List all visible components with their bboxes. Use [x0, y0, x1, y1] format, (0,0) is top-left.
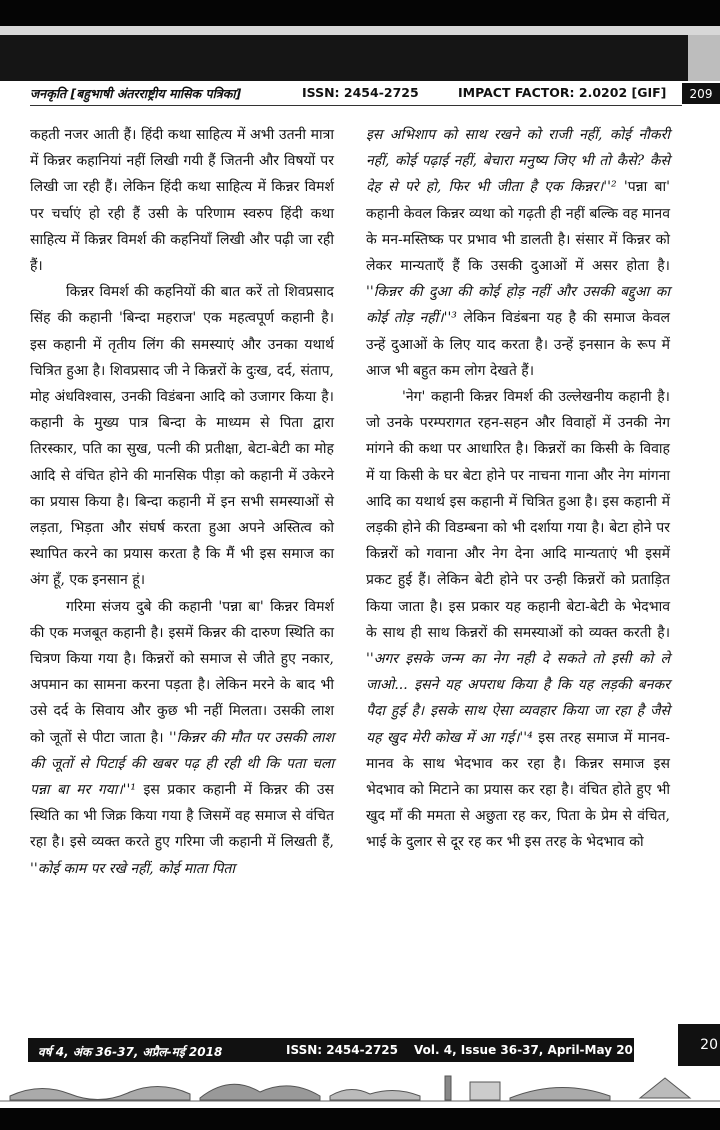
- header-dark-band: [0, 35, 688, 81]
- right-p2-text2: इस तरह समाज में मानव-मानव के साथ भेदभाव कर रहा है। किन्नर समाज इस भेदभाव को मिटाने का प्रयास कर रहा है। वंचित होते हुए भी खुद माँ की ममता से अछुता रह कर, पिता के प्रेम से वंचित, भाई के दुलार से दूर रह कर भी इस तरह के भेदभाव को: [366, 729, 670, 851]
- footer-bar: [28, 1038, 650, 1062]
- header-impact-factor: IMPACT FACTOR: 2.0202 [GIF]: [458, 85, 667, 100]
- left-p3-text: गरिमा संजय दुबे की कहानी 'पन्ना बा' किन्नर विमर्श की एक मजबूत कहानी है। इसमें किन्नर की दारुण स्थिति का चित्रण किया गया है। किन्नरों को समाज से जीते हुए नकार, अपमान का सामना करना पड़ता है। लेकिन मरने के बाद भी उसे दर्द के सिवाय और कुछ भी नहीं मिलता। उसकी लाश को जूतों से पीटा जाता है।: [30, 598, 334, 746]
- left-p3-quote2: ''कोई काम पर रखे नहीं, कोई माता पिता: [30, 860, 236, 877]
- left-paragraph-2: किन्नर विमर्श की कहनियों की बात करें तो शिवप्रसाद सिंह की कहानी 'बिन्दा महराज' एक महत्वपूर्ण कहानी है। इस कहानी में तृतीय लिंग की समस्याएं और उनका यथार्थ चित्रित हुआ है। शिवप्रसाद जी ने किन्नरों के दुःख, दर्द, संताप, मोह अंधविश्वास, उनकी विडंबना आदि को उजागर किया है। कहानी के मुख्य पात्र बिन्दा के माध्यम से पिता द्वारा तिरस्कार, पति का सुख, पत्नी की प्रतीक्षा, बेटा-बेटी का मोह आदि से वंचित होने की मानसिक पीड़ा को कहानी में उकेरने का प्रयास किया है। बिन्दा कहानी में इन सभी समस्याओं से लड़ता, भिड़ता और संघर्ष करता हुआ अपने अस्तित्व को स्थापित करने का प्रयास करता है कि मैं भी इस समाज का अंग हूँ, एक इनसान हूं।: [30, 284, 334, 589]
- bottom-black-bar: [0, 1108, 720, 1130]
- footer-volume: वर्ष 4, अंक 36-37, अप्रैल-मई 2018: [38, 1045, 223, 1059]
- left-p3-after: इस प्रकार कहानी में किन्नर की उस स्थिति का भी जिक्र किया गया है जिसमें वह समाज से वंचित रहा है। इसे व्यक्त करते हुए गरिमा जी कहानी में लिखती हैं,: [30, 782, 334, 851]
- right-column: [366, 122, 670, 856]
- running-header: [30, 85, 667, 103]
- right-p1-text2: लेकिन विडंबना यह है की समाज केवल उन्हें दुआओं के लिए याद करता है। उन्हें इनसान के रूप में आज भी बहुत कम लोग देखते हैं।: [366, 310, 671, 379]
- header-page-number: 209: [682, 83, 720, 104]
- right-p2-text: 'नेग' कहानी किन्नर विमर्श की उल्लेखनीय कहानी है। जो उनके परम्परागत रहन-सहन और विवाहों में उनकी नेग मांगने की कथा पर आधारित है। किन्नरों का किसी के विवाह में या किसी के घर बेटा होने पर नाचना गाना और नेग मांगना आदि का यथार्थ इस कहानी में चित्रित हुआ है। इस कहानी में लड़की होने की विडम्बना को भी दर्शाया गया है। बेटा होने पर किन्नरों को गवाना और नेग देना आदि मान्यताएं भी इसमें प्रकट हुई हैं। लेकिन बेटी होने पर उन्ही किन्नरों को प्रताड़ित किया जाता है। इस प्रकार यह कहानी बेटा-बेटी के भेदभाव के साथ ही साथ किन्नरों की समस्याओं को व्यक्त करती है।: [366, 389, 670, 641]
- footer-page-number: 20: [678, 1024, 720, 1066]
- header-rule: [30, 105, 682, 106]
- decorative-border-illustration: [0, 1068, 720, 1108]
- right-p1-quote: इस अभिशाप को साथ रखने को राजी नहीं, कोई नौकरी नहीं, कोई पढ़ाई नहीं, बेचारा मनुष्य जिए भी तो कैसे? कैसे देह से परे हो, फिर भी जीता है एक किन्नर।''²: [366, 127, 670, 196]
- top-grey-strip: [0, 26, 720, 35]
- footer-issue: Vol. 4, Issue 36-37, April-May 2018: [414, 1043, 650, 1057]
- footer-issn: ISSN: 2454-2725: [286, 1043, 399, 1057]
- top-black-bar: [0, 0, 720, 26]
- right-p1-text: 'पन्ना बा' कहानी केवल किन्नर व्यथा को गढ़ती ही नहीं बल्कि वह मानव के मन-मस्तिष्क पर प्रभाव भी डालती है। संसार में किन्नर को लेकर मान्यताएँ हैं कि उसकी दुआओं में असर होता है।: [366, 179, 670, 275]
- header-band-shadow: [688, 35, 720, 81]
- left-paragraph-3: [30, 594, 334, 882]
- right-p2-quote: ''अगर इसके जन्म का नेग नही दे सकते तो इसी को ले जाओ... इसने यह अपराध किया है कि यह लड़की बनकर पैदा हुई है। इसके साथ ऐसा व्यवहार किया जा रहा है जैसे यह खुद मेरी कोख में आ गई।''⁴: [366, 651, 670, 746]
- left-paragraph-1: कहती नजर आती हैं। हिंदी कथा साहित्य में अभी उतनी मात्रा में किन्नर कहानियां नहीं लिखी गयी हैं जितनी और विषयों पर लिखी जा रही हैं। लेकिन हिंदी कथा साहित्य में किन्नर विमर्श पर चर्चाएं हो रही हैं उसी के परिणाम स्वरुप हिंदी कथा साहित्य में किन्नर विमर्श की कहनियाँ लिखी और पढ़ी जा रही हैं।: [30, 127, 334, 275]
- left-p3-quote: ''किन्नर की मौत पर उसकी लाश की जूतों से पिटाई की खबर पढ़ ही रही थी कि पता चला पन्ना बा मर गया।''¹: [30, 729, 334, 799]
- right-paragraph-2: [366, 384, 670, 856]
- journal-title: जनकृति [बहुभाषी अंतरराष्ट्रीय मासिक पत्रिका]: [30, 86, 242, 101]
- header-issn: ISSN: 2454-2725: [302, 85, 419, 100]
- right-p1-quote2: ''किन्नर की दुआ की कोई होड़ नहीं और उसकी बद्दुआ का कोई तोड़ नहीं।''³: [366, 284, 670, 327]
- left-column: [30, 122, 334, 882]
- right-paragraph-1: [366, 122, 670, 384]
